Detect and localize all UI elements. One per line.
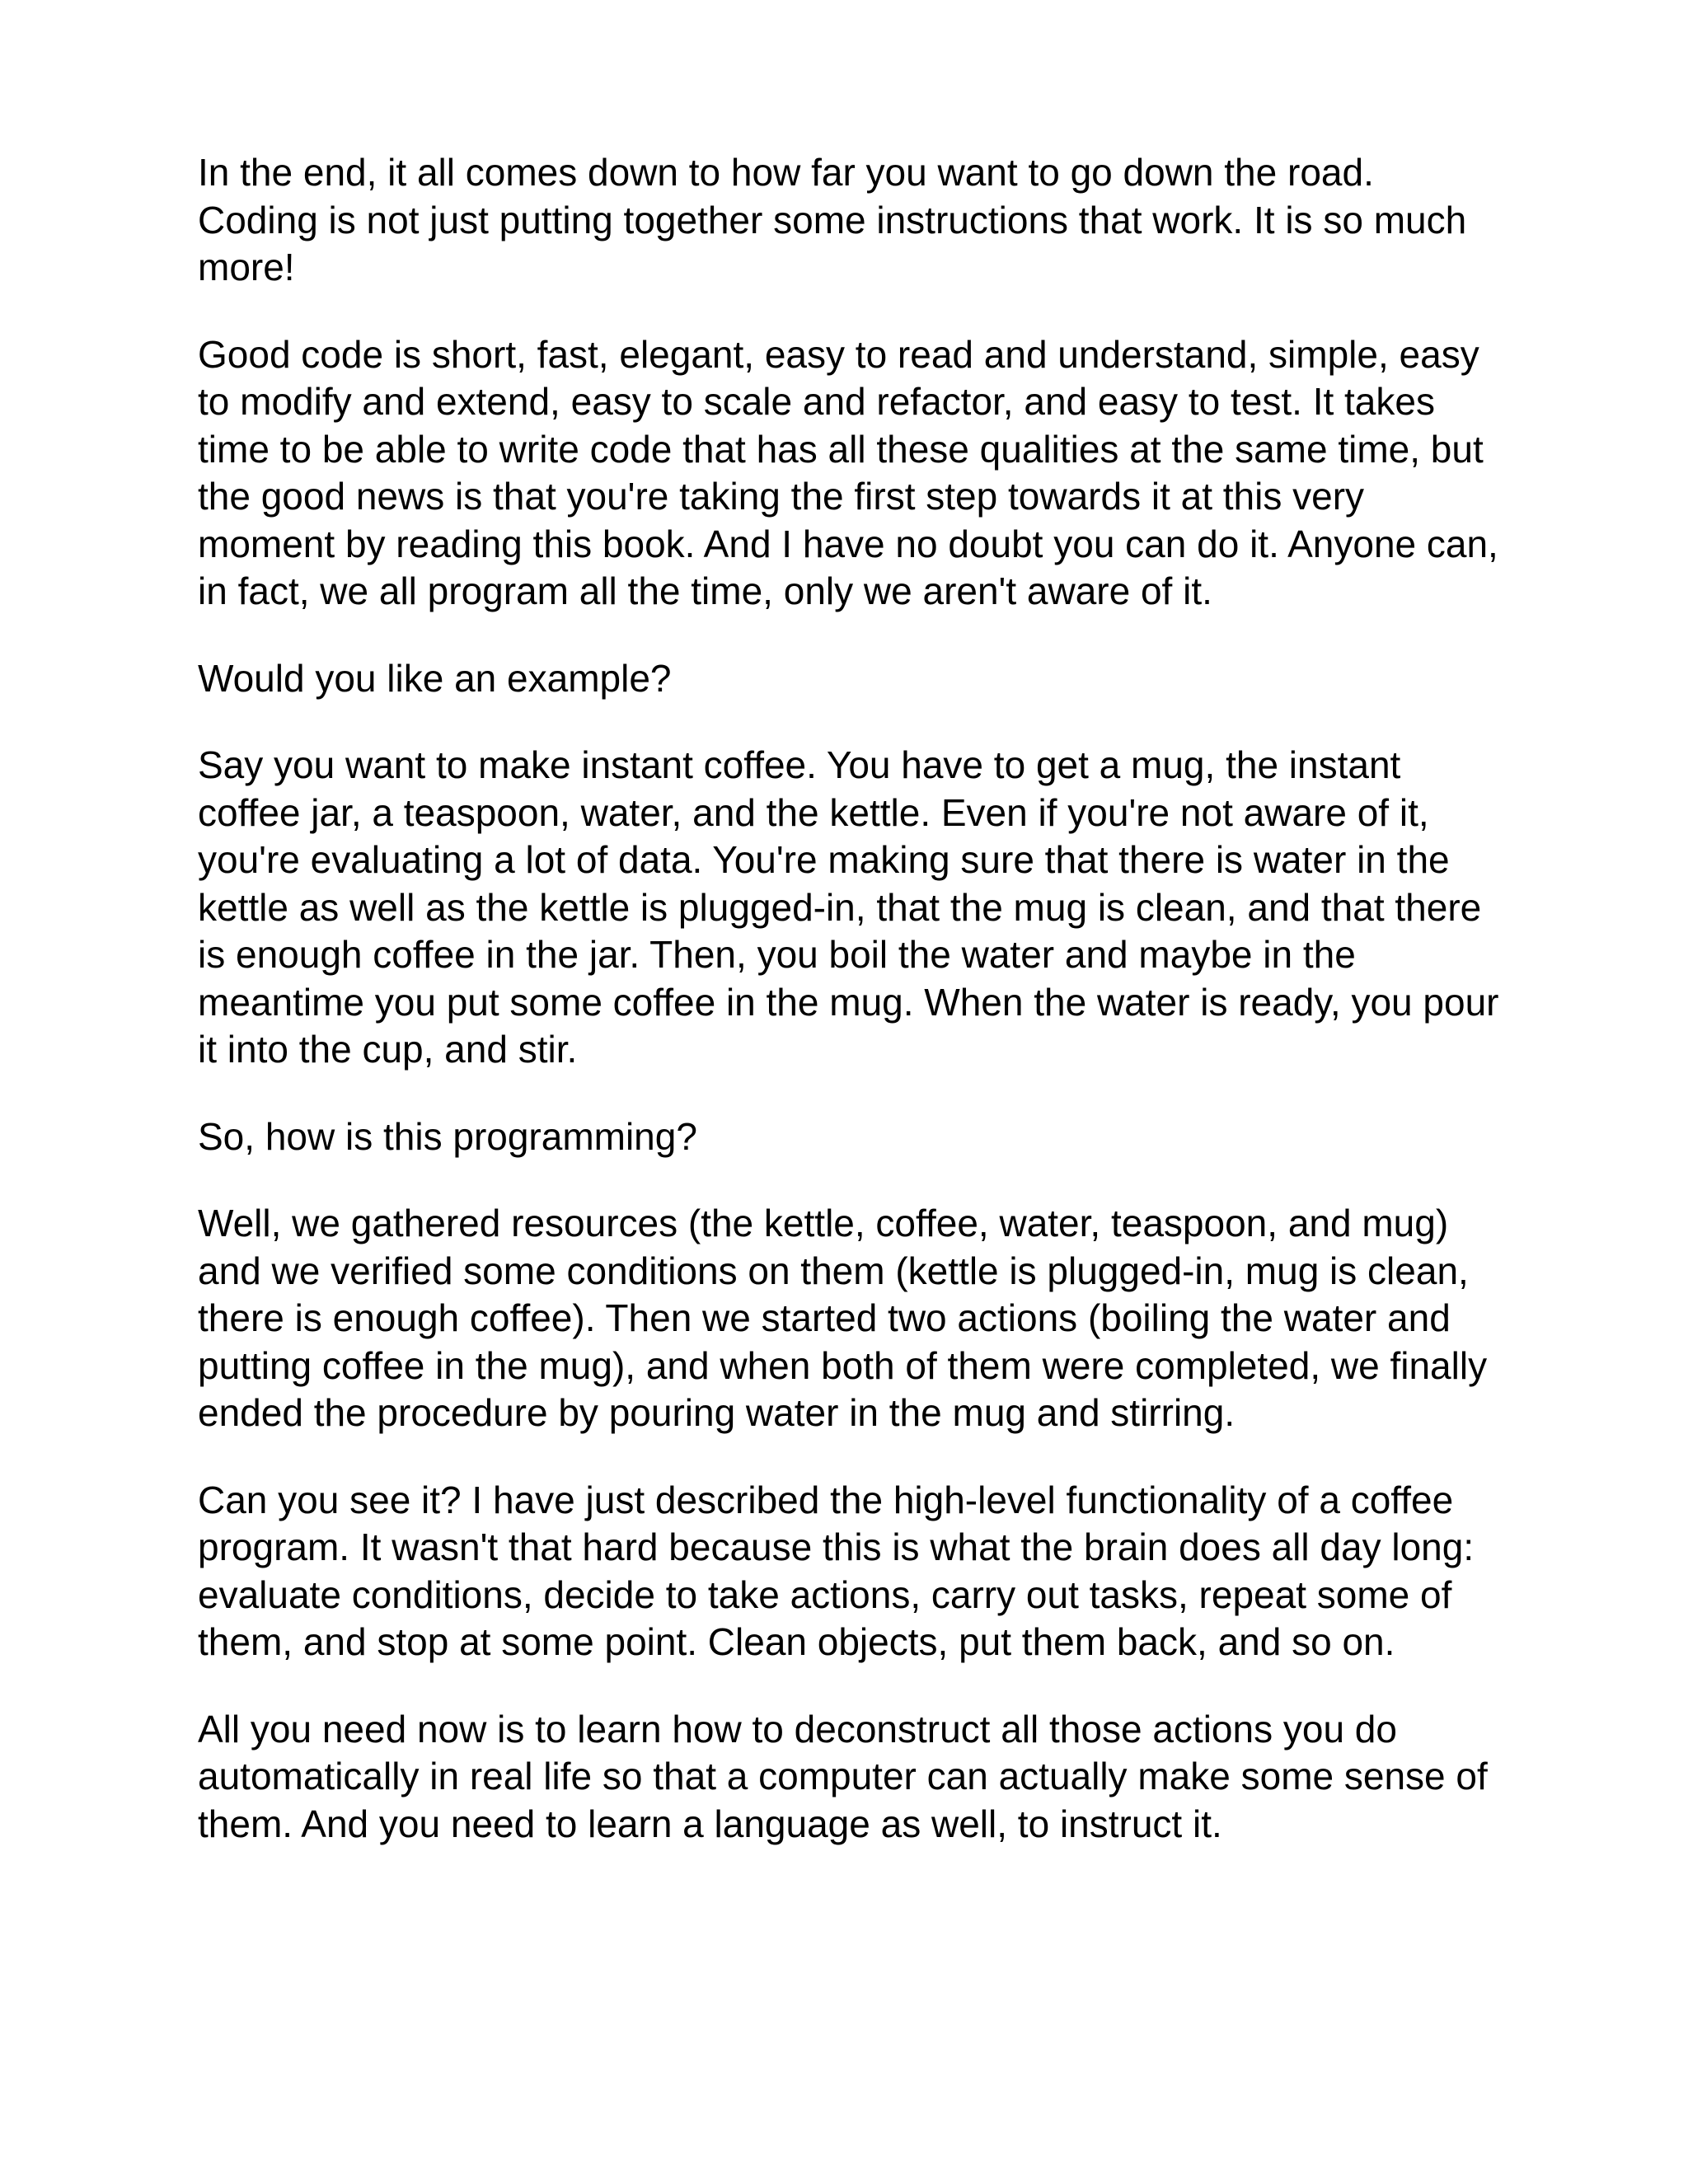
paragraph-coding-road: In the end, it all comes down to how far you want to go down the road. Coding is not just putting together some instructions that work. It is so much more! bbox=[198, 151, 1467, 288]
paragraph-coffee-program: Can you see it? I have just described the high-level functionality of a coffee program. It wasn't that hard because this is what the brain does all day long: evaluate conditions, decide to take actions, carry out tasks, repeat some of them, and stop at some point. Clean objects, put them back, and so on. bbox=[198, 1478, 1475, 1663]
text-flow bbox=[198, 149, 1500, 1887]
paragraph-deconstruct-actions: All you need now is to learn how to deconstruct all those actions you do automatically in real life so that a computer can actually make some sense of them. And you need to learn a language as well, to instruct it. bbox=[198, 1707, 1488, 1845]
paragraph-example-question: Would you like an example? bbox=[198, 656, 672, 700]
paragraph-instant-coffee: Say you want to make instant coffee. You have to get a mug, the instant coffee jar, a teaspoon, water, and the kettle. Even if you're not aware of it, you're evaluating a lot of data. You're making sure that there is water in the kettle as well as the kettle is plugged-in, that the mug is clean, and that there is enough coffee in the jar. Then, you boil the water and maybe in the meantime you put some coffee in the mug. When the water is ready, you pour it into the cup, and stir. bbox=[198, 743, 1499, 1071]
paragraph-good-code: Good code is short, fast, elegant, easy to read and understand, simple, easy to modify and extend, easy to scale and refactor, and easy to test. It takes time to be able to write code that has all these qualities at the same time, but the good news is that you're taking the first step towards it at this very moment by reading this book. And I have no doubt you can do it. Anyone can, in fact, we all program all the time, only we aren't aware of it. bbox=[198, 332, 1498, 612]
paragraph-programming-question: So, how is this programming? bbox=[198, 1114, 697, 1158]
page-text-area bbox=[198, 151, 1500, 1980]
paragraph-gathered-resources: Well, we gathered resources (the kettle, coffee, water, teaspoon, and mug) and we verified some conditions on them (kettle is plugged-in, mug is clean, there is enough coffee). Then we started two actions (boiling the water and putting coffee in the mug), and when both of them were completed, we finally ended the procedure by pouring water in the mug and stirring. bbox=[198, 1202, 1488, 1434]
